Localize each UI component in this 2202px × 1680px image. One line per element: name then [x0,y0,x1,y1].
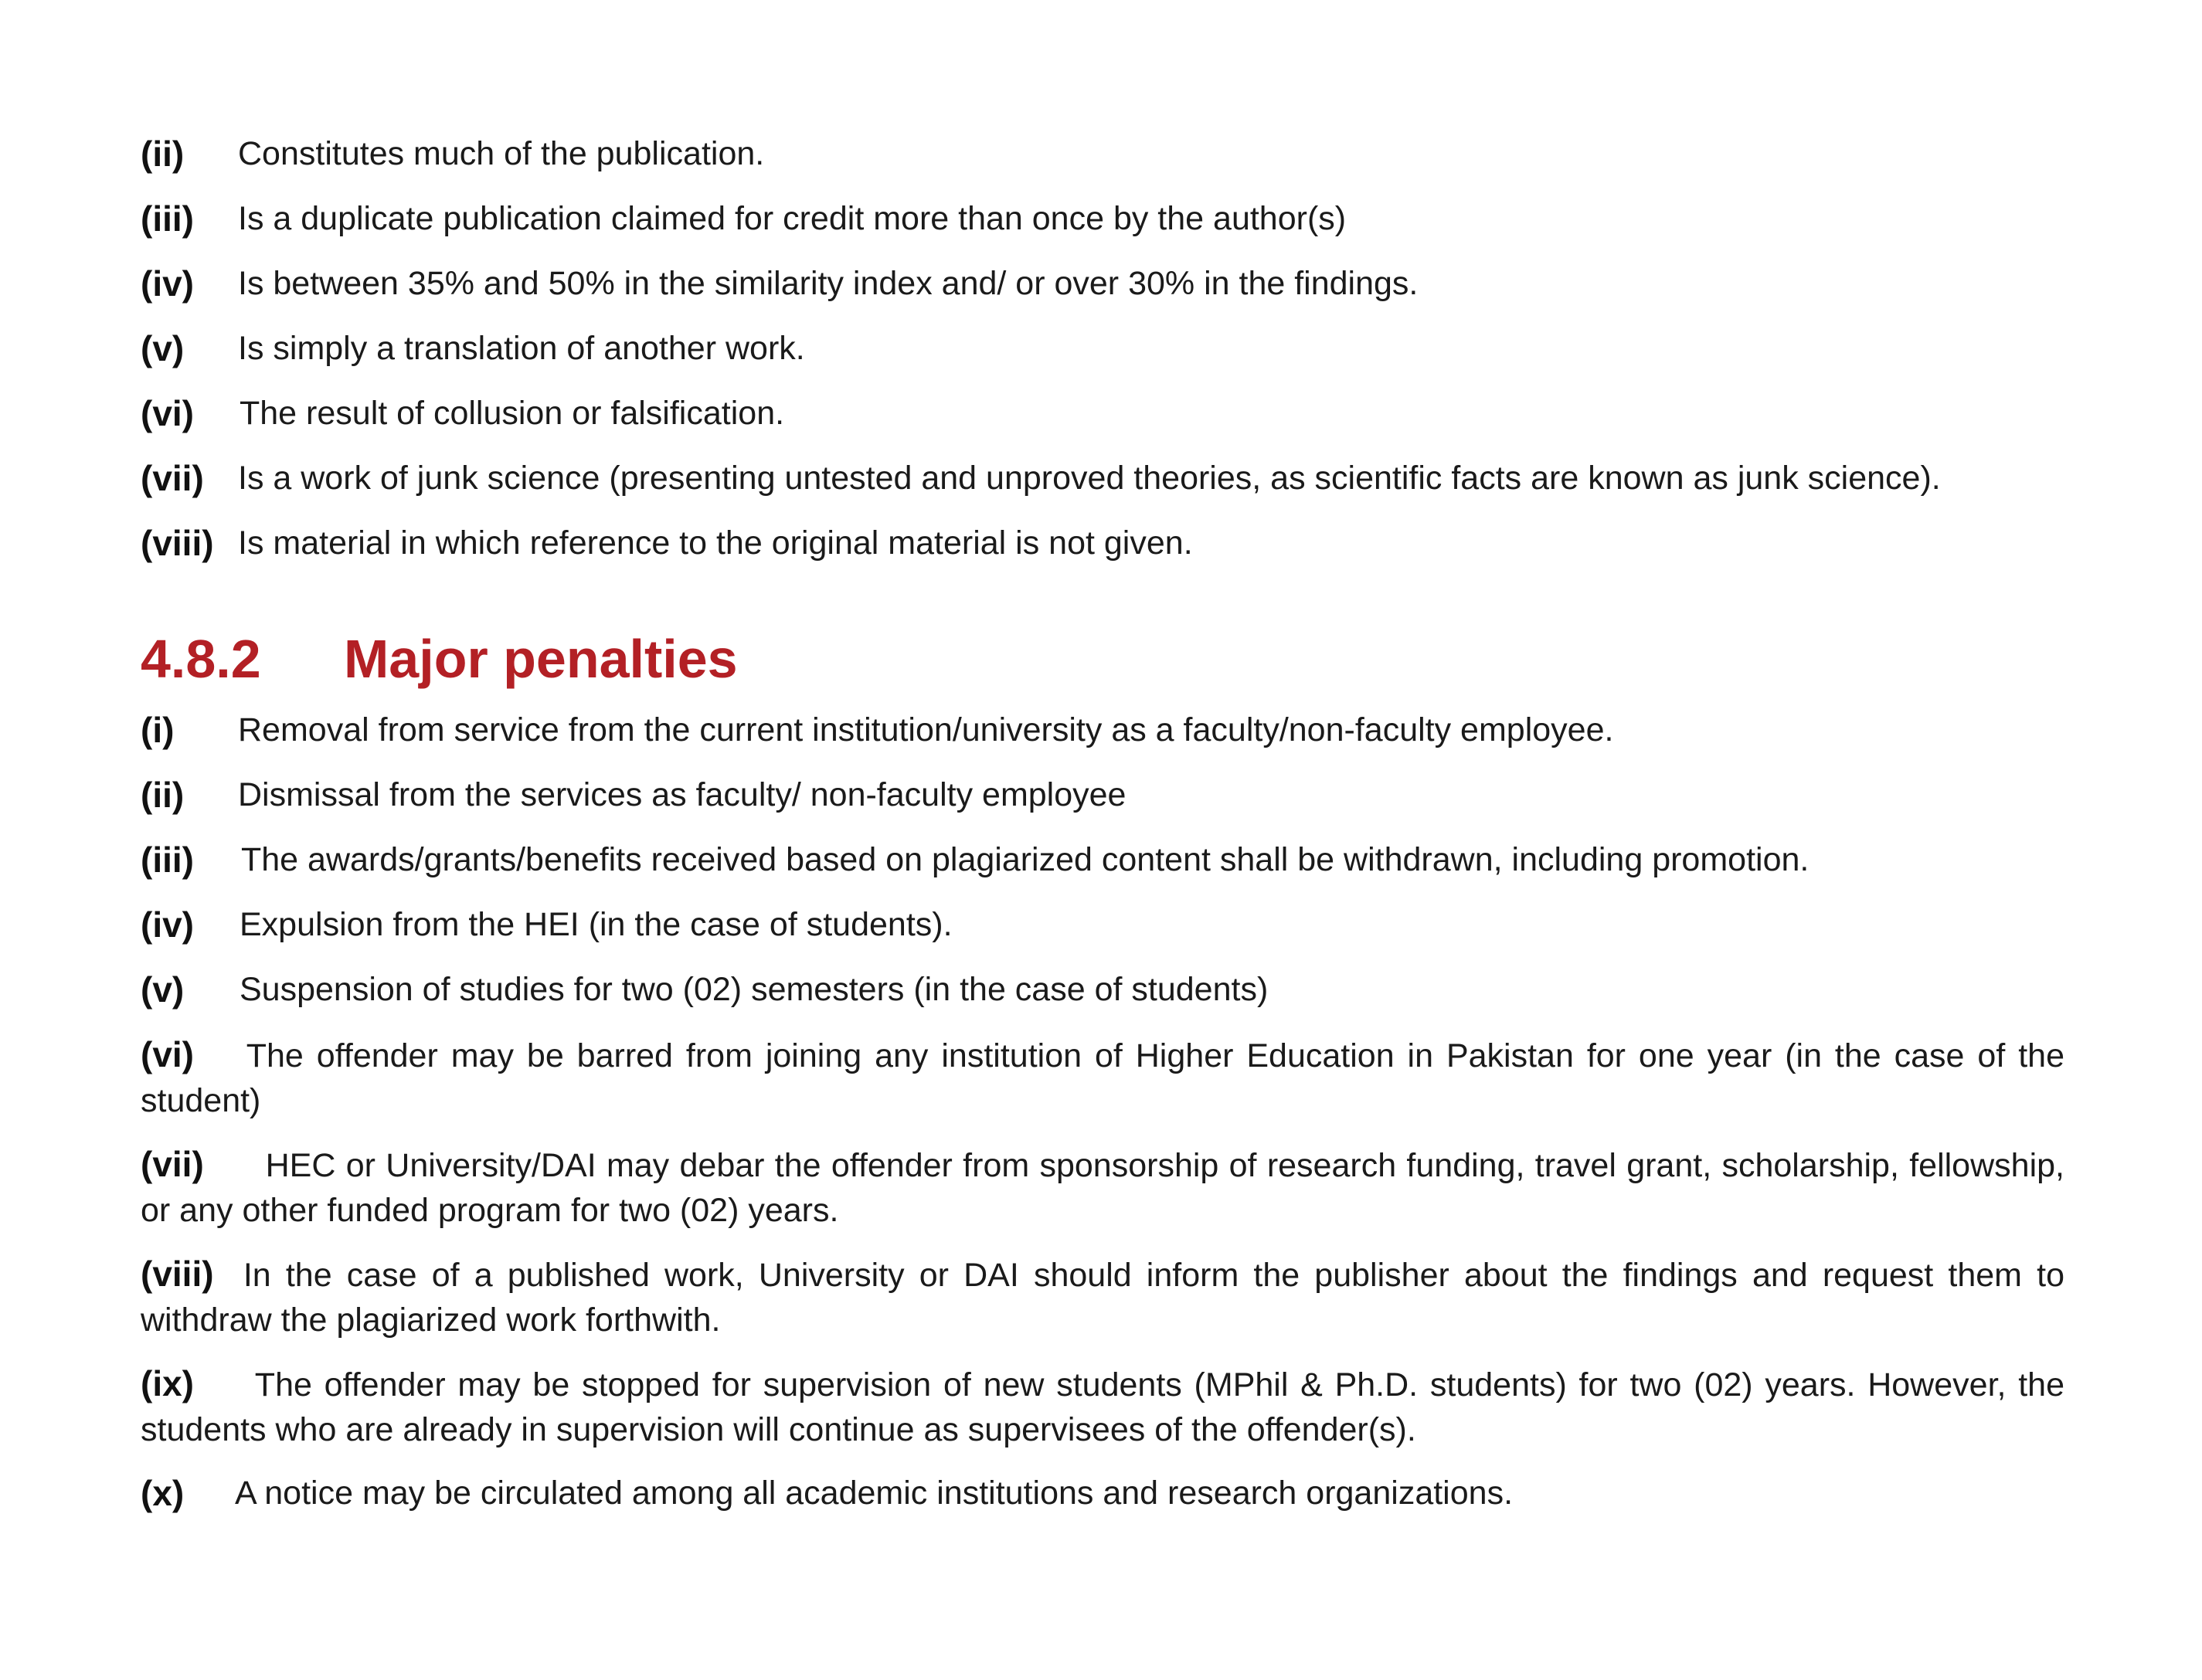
item-text: Removal from service from the current institution/university as a faculty/non-faculty employee. [238,711,1614,748]
section-heading [141,624,738,694]
list-item [141,902,2064,949]
list-item [141,837,2064,884]
list-item [141,708,2064,754]
item-number: (ix) [141,1363,194,1403]
section-title: Major penalties [344,629,738,689]
section-number: 4.8.2 [141,629,261,689]
item-number: (vi) [141,1034,194,1074]
item-text: Is a work of junk science (presenting untested and unproved theories, as scientific facts are known as junk science). [238,460,1941,497]
item-number: (iv) [141,904,194,945]
item-text: In the case of a published work, University or DAI should inform the publisher about the findings and request them to withdraw the plagiarized work forthwith. [141,1257,2064,1339]
item-number: (i) [141,710,175,750]
list-item [141,1142,2064,1233]
item-text: Constitutes much of the publication. [238,135,765,172]
item-text: Expulsion from the HEI (in the case of students). [240,906,953,943]
item-number: (viii) [141,1254,214,1294]
list-item [141,772,2064,819]
list-item [141,261,2064,307]
item-number: (iv) [141,263,194,304]
list-item [141,131,2064,178]
list-item [141,1251,2064,1342]
item-number: (ii) [141,775,185,815]
item-text: Is material in which reference to the original material is not given. [238,524,1193,562]
item-number: (vii) [141,458,204,498]
item-number: (vii) [141,1144,204,1184]
item-text: Is between 35% and 50% in the similarity index and/ or over 30% in the findings. [238,265,1419,302]
item-text: HEC or University/DAI may debar the offender from sponsorship of research funding, travel grant, scholarship, fellowship, or any other funded program for two (02) years. [141,1147,2064,1229]
item-number: (iii) [141,199,194,239]
item-text: The result of collusion or falsification. [240,395,785,432]
item-text: A notice may be circulated among all academic institutions and research organizations. [235,1475,1514,1512]
item-text: The offender may be barred from joining any institution of Higher Education in Pakistan for one year (in the case of the student) [141,1037,2064,1119]
item-number: (x) [141,1473,185,1513]
list-item [141,196,2064,243]
item-text: Is simply a translation of another work. [238,330,805,367]
item-number: (viii) [141,523,214,563]
list-item [141,1361,2064,1452]
item-number: (v) [141,969,185,1010]
list-item [141,521,2064,567]
item-number: (ii) [141,134,185,174]
item-number: (vi) [141,393,194,433]
list-item [141,1471,2064,1517]
item-number: (v) [141,328,185,368]
item-text: Is a duplicate publication claimed for credit more than once by the author(s) [238,200,1347,237]
list-item [141,326,2064,372]
list-item [141,391,2064,437]
item-number: (iii) [141,840,194,880]
item-text: The offender may be stopped for supervision of new students (MPhil & Ph.D. students) for two (02) years. However, the students who are already in supervision will continue as supervisees of the offender(s). [141,1366,2064,1448]
item-text: Dismissal from the services as faculty/ non-faculty employee [238,776,1126,813]
list-item [141,456,2064,502]
item-text: The awards/grants/benefits received based on plagiarized content shall be withdrawn, including promotion. [241,841,1810,878]
list-item [141,1032,2064,1123]
item-text: Suspension of studies for two (02) semesters (in the case of students) [240,971,1269,1008]
list-item [141,967,2064,1013]
